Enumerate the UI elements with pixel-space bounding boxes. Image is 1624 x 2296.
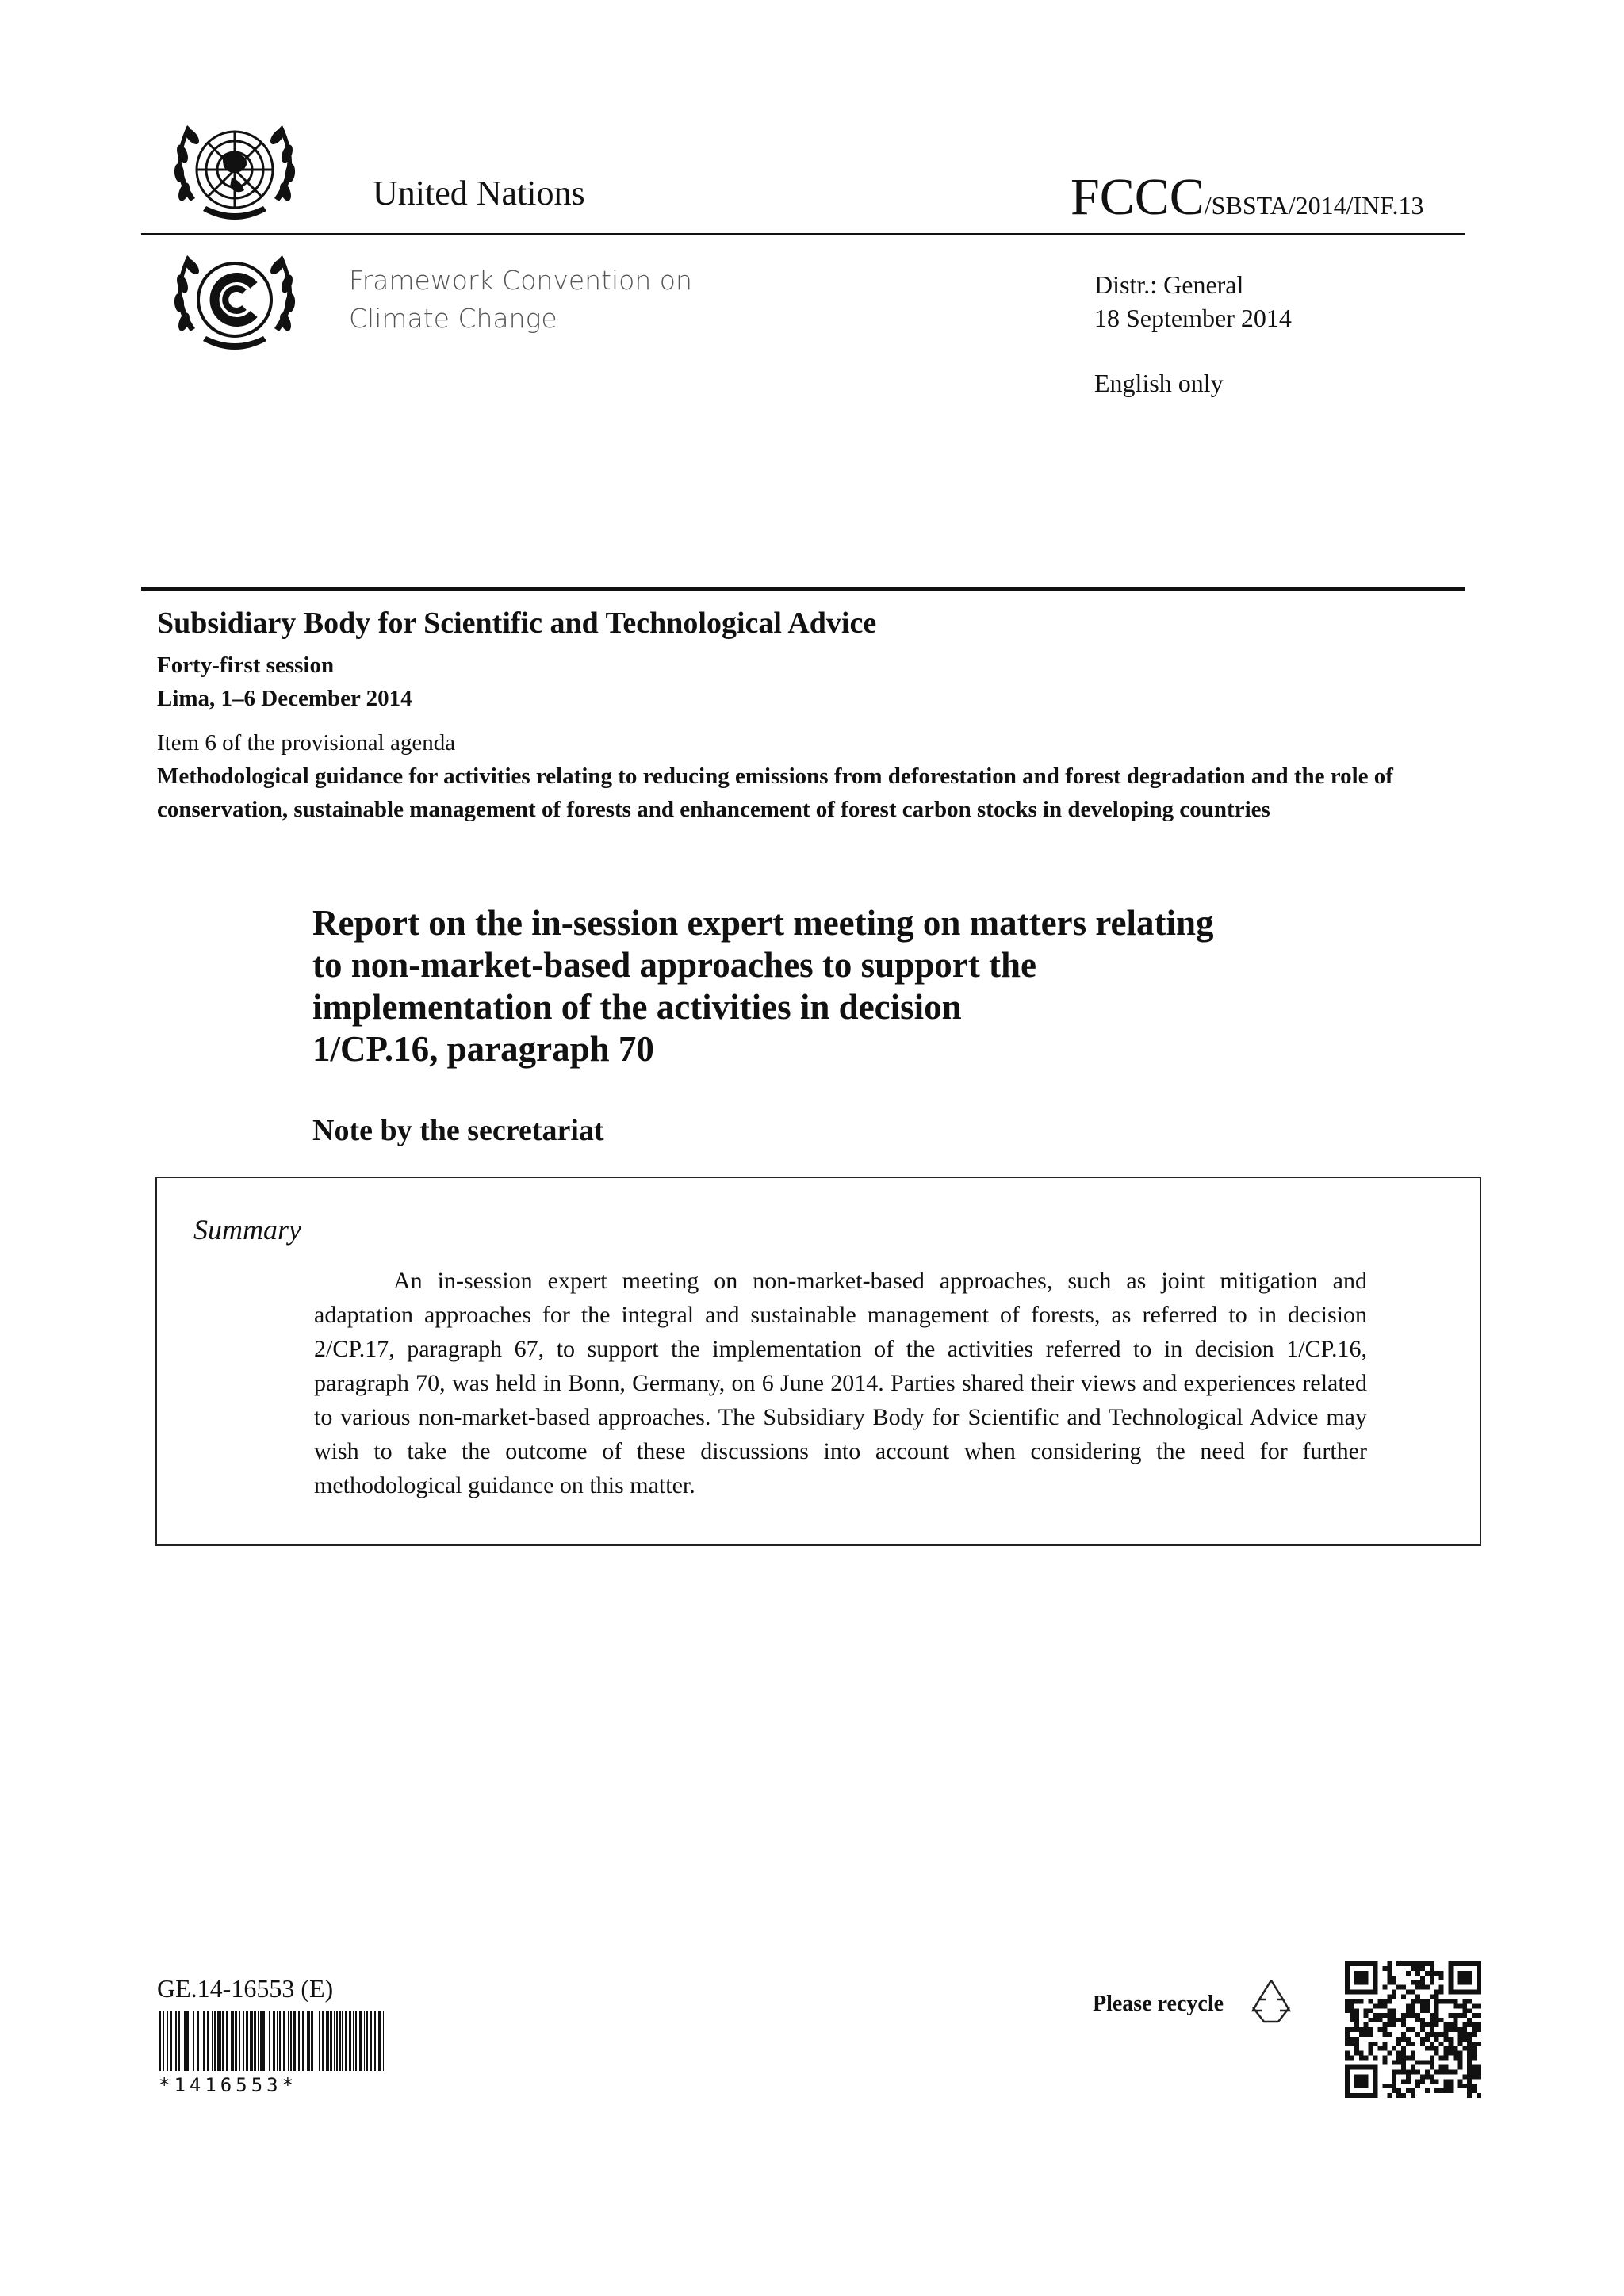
report-title-line: 1/CP.16, paragraph 70 [312,1029,654,1069]
please-recycle: Please recycle [1093,1992,1224,2016]
report-title-line: Report on the in-session expert meeting on matters relating [312,903,1214,943]
agenda-block [157,726,1426,826]
convention-name [349,262,692,338]
document-symbol [1071,168,1424,226]
qr-code-icon [1345,1961,1481,2098]
summary-heading: Summary [193,1214,301,1246]
session-number: Forty-first session [157,652,335,678]
header-rule [141,233,1465,235]
agenda-item: Item 6 of the provisional agenda [157,730,456,756]
convention-line-2: Climate Change [349,303,557,334]
report-title [312,902,1214,1070]
distribution: Distr.: General [1094,270,1244,299]
organization-name: United Nations [373,174,585,212]
session-place-date: Lima, 1–6 December 2014 [157,686,412,711]
note-by: Note by the secretariat [312,1114,604,1147]
subsidiary-body: Subsidiary Body for Scientific and Technological Advice [157,607,877,640]
report-title-line: implementation of the activities in decision [312,987,962,1027]
session-info [157,649,412,715]
language-note: English only [1094,369,1224,397]
section-rule [141,587,1465,591]
document-symbol-main: FCCC [1071,168,1205,226]
document-date: 18 September 2014 [1094,304,1292,332]
barcode-icon [157,2011,387,2071]
un-emblem-icon [155,106,314,233]
convention-line-1: Framework Convention on [349,265,692,296]
summary-text: An in-session expert meeting on non-market-based approaches, such as joint mitigation and adaptation approaches for the integral and sustainable management of forests, as referred to in decision 2/CP.17, paragraph 67, to support the implementation of the activities referred to in decision 1/CP.16, paragraph 70, was held in Bonn, Germany, on 6 June 2014. Parties shared their views and experiences related to various non-market-based approaches. The Subsidiary Body for Scientific and Technological Advice may wish to take the outcome of these discussions into account when considering the need for further methodological guidance on this matter. [314,1268,1367,1498]
barcode-text: *1416553* [159,2074,298,2096]
agenda-title: Methodological guidance for activities relating to reducing emissions from deforestation and forest degradation and the role of conservation, sustainable management of forests and enhancement of forest carbon stocks in developing countries [157,763,1393,822]
job-number: GE.14-16553 (E) [157,1974,334,2003]
recycle-icon [1245,1974,1297,2026]
distribution-block [1094,268,1292,335]
report-title-line: to non-market-based approaches to support the [312,945,1036,985]
unfccc-emblem-icon [155,238,314,365]
document-symbol-number: /SBSTA/2014/INF.13 [1204,191,1424,220]
